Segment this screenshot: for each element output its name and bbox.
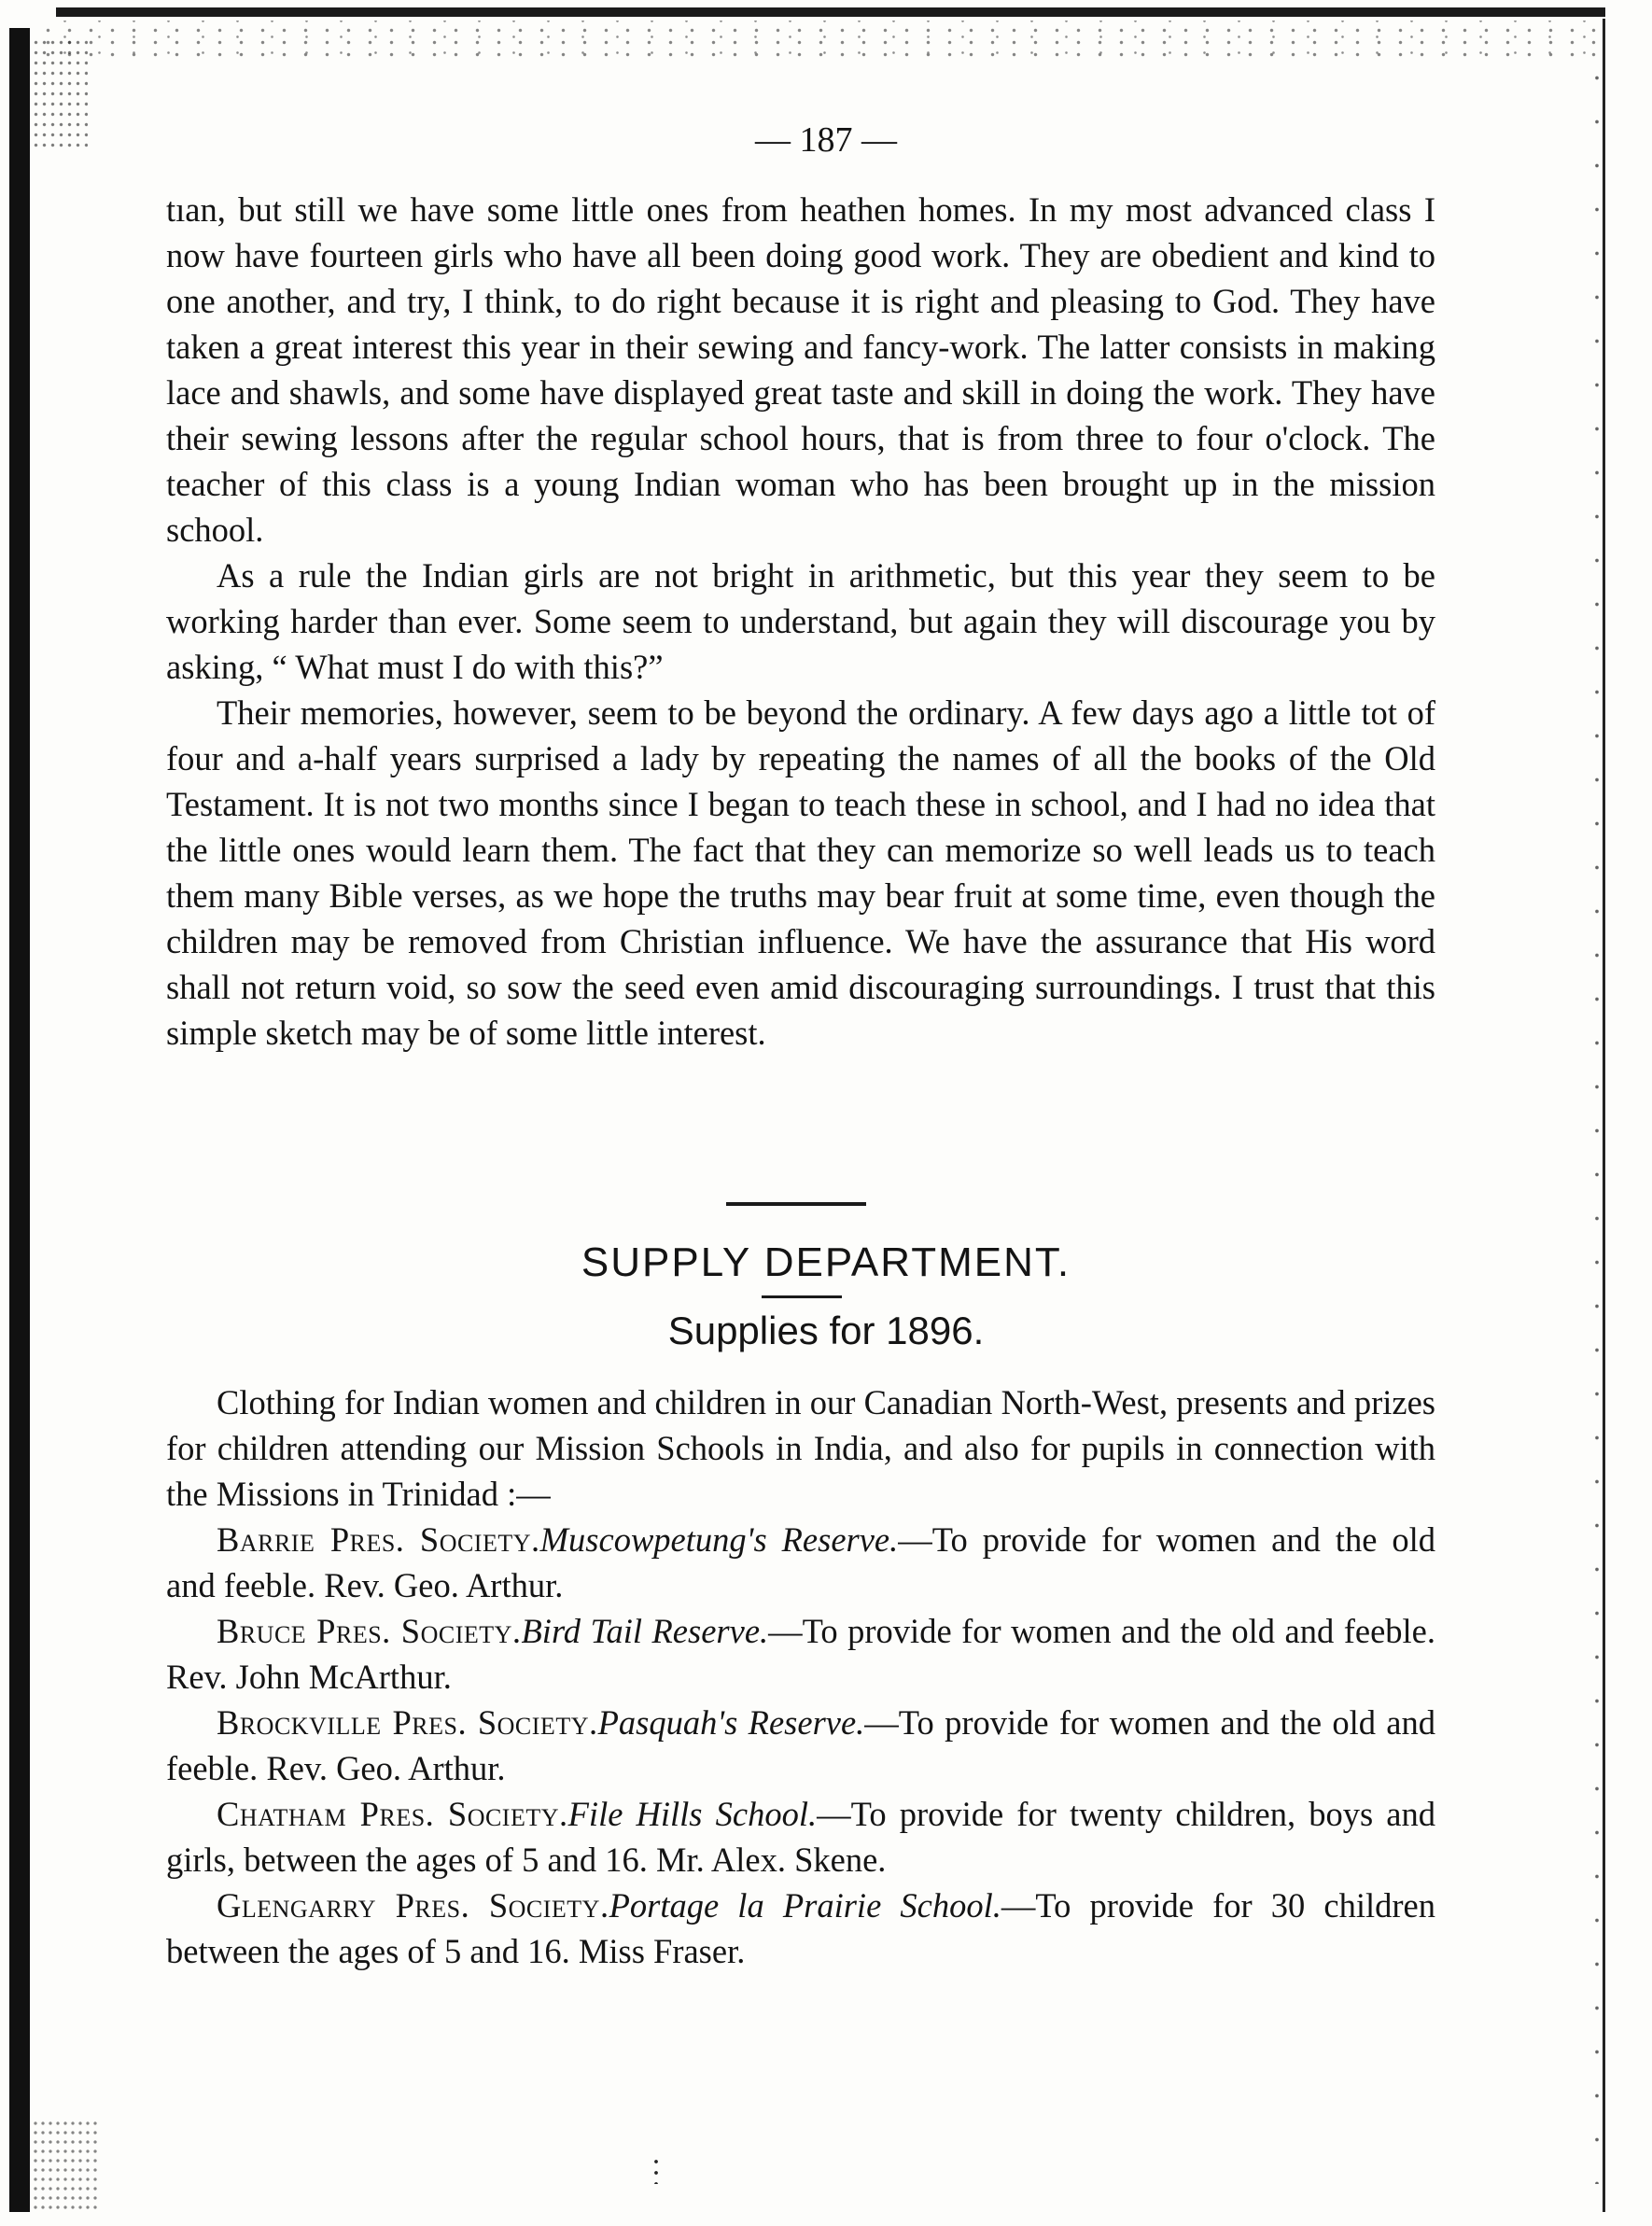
supply-entry (166, 1883, 1435, 1974)
supply-entry (166, 1700, 1435, 1791)
scan-binding-edge (9, 28, 30, 2212)
paragraph: Their memories, however, seem to be beyond the ordinary. A few days ago a little tot of four and a-half years surprised a lady by repeating the names of all the books of the Old Testament. It is not two months since I began to teach these in school, and I had no idea that the little ones would learn them. The fact that they can memorize so well leads us to teach them many Bible verses, as we hope the truths may bear fruit at some time, even though the children may be removed from Christian influence. We have the assurance that His word shall not return void, so sow the seed even amid discouraging surroundings. I trust that this simple sketch may be of some little interest. (166, 693, 1435, 1052)
supply-entry (166, 1608, 1435, 1700)
society-name: Bruce Pres. Society. (217, 1612, 522, 1650)
society-name: Barrie Pres. Society. (217, 1520, 540, 1559)
scan-top-border (56, 7, 1605, 17)
section-divider (726, 1202, 866, 1206)
entry-details: —To provide for 30 children between the ages of 5 and 16. Miss Fraser. (166, 1886, 1436, 1970)
scan-noise-right (1592, 56, 1602, 2184)
supplies-list (166, 1379, 1435, 1974)
scan-noise-bottom (32, 2119, 97, 2212)
entry-details: —To provide for women and the old and feeble. Rev. John McArthur. (166, 1612, 1435, 1696)
scan-noise-dots (653, 2156, 659, 2184)
society-name: Chatham Pres. Society. (217, 1795, 568, 1833)
section-title: SUPPLY DEPARTMENT. (581, 1239, 1071, 1285)
paragraph: tıan, but still we have some little ones from heathen homes. In my most advanced class I now have fourteen girls who have all been doing good work. They are obedient and kind to one another, and try, I think, to do right because it is right and pleasing to God. They have taken a great interest this year in their sewing and fancy-work. The latter consists in making lace and shawls, and some have displayed great taste and skill in doing the work. They have their sewing lessons after the regular school hours, that is from three to four o'clock. The teacher of this class is a young Indian woman who has been brought up in the mission school. (166, 190, 1435, 549)
entry-details: —To provide for twenty children, boys and girls, between the ages of 5 and 16. Mr. Alex. Skene. (166, 1795, 1436, 1879)
page-number: — 187 — (755, 120, 897, 160)
section-subtitle: Supplies for 1896. (667, 1309, 985, 1352)
supplies-intro: Clothing for Indian women and children in our Canadian North-West, presents and prizes for children attending our Mission Schools in India, and also for pupils in connection with the Missions in Trinidad :— (166, 1383, 1435, 1513)
reserve-name: File Hills School. (567, 1795, 818, 1833)
supply-entry (166, 1791, 1435, 1883)
entry-details: —To provide for women and the old and feeble. Rev. Geo. Arthur. (166, 1703, 1435, 1787)
scan-noise-top (37, 21, 1605, 58)
society-name: Glengarry Pres. Society. (217, 1886, 609, 1925)
entry-details: —To provide for women and the old and feeble. Rev. Geo. Arthur. (166, 1520, 1435, 1604)
paragraph: As a rule the Indian girls are not bright in arithmetic, but this year they seem to be working harder than ever. Some seem to understand, but again they will discourage you by asking, “ What must I do with this?” (166, 556, 1435, 686)
reserve-name: Portage la Prairie School. (609, 1886, 1001, 1925)
reserve-name: Bird Tail Reserve. (521, 1612, 769, 1650)
society-name: Brockville Pres. Society. (217, 1703, 598, 1742)
scan-right-border (1603, 19, 1605, 2212)
title-divider (762, 1295, 842, 1298)
letter-text (166, 187, 1435, 1056)
supply-entry (166, 1517, 1435, 1608)
reserve-name: Pasquah's Reserve. (597, 1703, 865, 1742)
reserve-name: Muscowpetung's Reserve. (539, 1520, 899, 1559)
